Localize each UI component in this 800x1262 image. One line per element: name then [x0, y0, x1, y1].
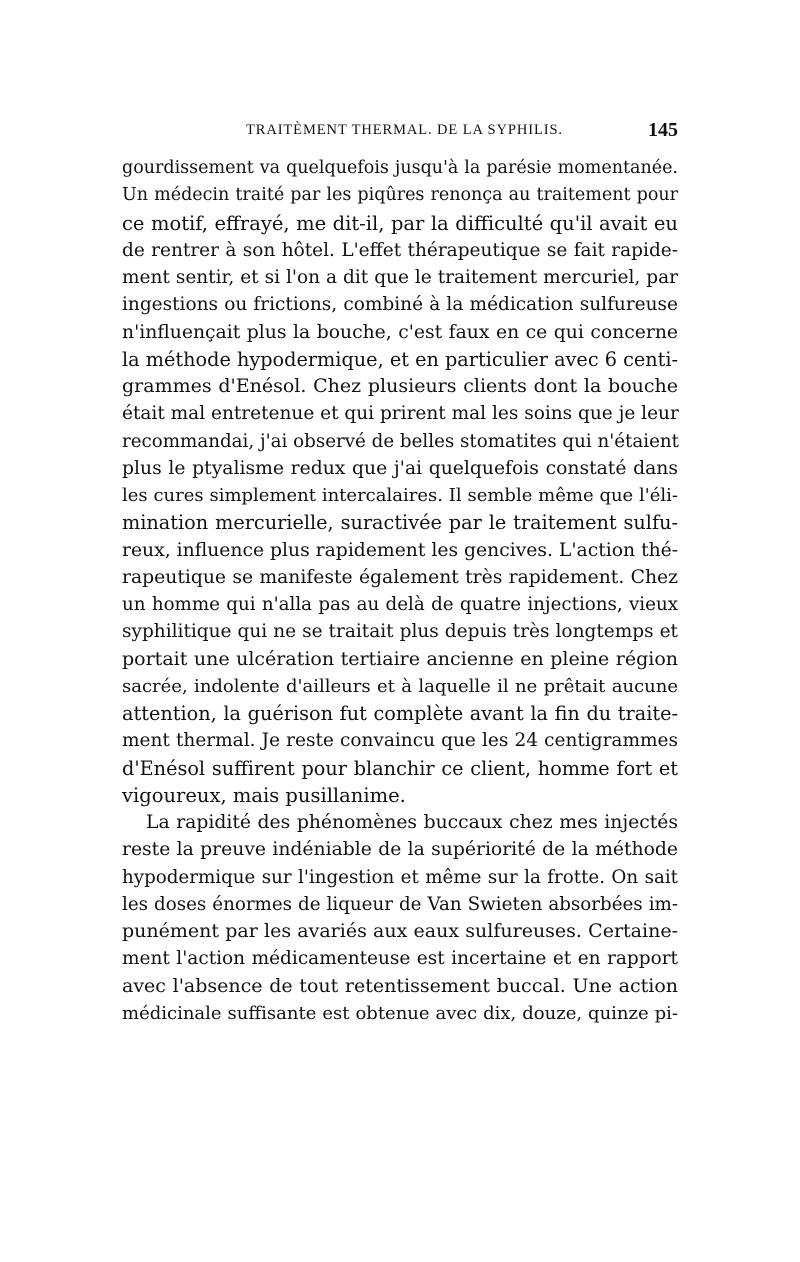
text-line: ce motif, effrayé, me dit-il, par la difficulté qu'il avait eu: [122, 211, 678, 235]
text-line: plus le ptyalisme redux que j'ai quelquefois constaté dans: [122, 457, 678, 479]
text-line: gourdissement va quelquefois jusqu'à la parésie momentanée.: [122, 158, 678, 178]
text-line: La rapidité des phénomènes buccaux chez mes injectés: [146, 812, 678, 833]
text-line: recommandai, j'ai observé de belles stomatites qui n'étaient: [122, 430, 679, 452]
text-line: attention, la guérison fut complète avant la fin du traite-: [122, 702, 678, 725]
text-line: médicinale suffisante est obtenue avec dix, douze, quinze pi-: [122, 1002, 678, 1024]
text-line: rapeutique se manifeste également très rapidement. Chez: [122, 566, 678, 588]
text-line: vigoureux, mais pusillanime.: [122, 783, 406, 807]
running-head: [118, 119, 678, 146]
text-line: punément par les avariés aux eaux sulfureuses. Certaine-: [122, 920, 678, 942]
text-line: les cures simplement intercalaires. Il semble même que l'éli-: [122, 485, 678, 506]
text-line: portait une ulcération tertiaire ancienne en pleine région: [122, 647, 678, 670]
text-line: les doses énormes de liqueur de Van Swieten absorbées im-: [122, 893, 678, 915]
text-line: était mal entretenue et qui prirent mal les soins que je leur: [122, 403, 679, 425]
text-line: Un médecin traité par les piqûres renonça au traitement pour: [122, 185, 678, 206]
text-line: de rentrer à son hôtel. L'effet thérapeutique se fait rapide-: [122, 239, 678, 261]
text-line: avec l'absence de tout retentissement buccal. Une action: [122, 974, 678, 997]
text-line: ment thermal. Je reste convaincu que les 24 centigrammes: [122, 730, 678, 752]
text-line: mination mercurielle, suractivée par le traitement sulfu-: [122, 511, 678, 535]
running-title: TRAITÈMENT THERMAL. DE LA SYPHILIS.: [246, 122, 563, 138]
text-line: reste la preuve indéniable de la supériorité de la méthode: [122, 839, 678, 861]
text-line: syphilitique qui ne se traitait plus depuis très longtemps et: [122, 621, 678, 643]
text-line: d'Enésol suffirent pour blanchir ce client, homme fort et: [122, 756, 678, 780]
text-line: grammes d'Enésol. Chez plusieurs clients dont la bouche: [122, 375, 678, 397]
text-line: n'influençait plus la bouche, c'est faux en ce qui concerne: [122, 321, 678, 343]
text-line: reux, influence plus rapidement les gencives. L'action thé-: [122, 539, 679, 561]
text-line: la méthode hypodermique, et en particulier avec 6 centi-: [122, 347, 679, 371]
text-line: ment l'action médicamenteuse est incertaine et en rapport: [122, 948, 678, 970]
page-number: 145: [648, 119, 678, 141]
text-line: sacrée, indolente d'ailleurs et à laquelle il ne prêtait aucune: [122, 675, 678, 697]
text-line: hypodermique sur l'ingestion et même sur la frotte. On sait: [122, 866, 678, 888]
text-line: ment sentir, et si l'on a dit que le traitement mercuriel, par: [122, 267, 678, 288]
text-line: ingestions ou frictions, combiné à la médication sulfureuse: [122, 294, 678, 316]
body-text: [122, 155, 678, 1027]
text-line: un homme qui n'alla pas au delà de quatre injections, vieux: [122, 594, 678, 615]
